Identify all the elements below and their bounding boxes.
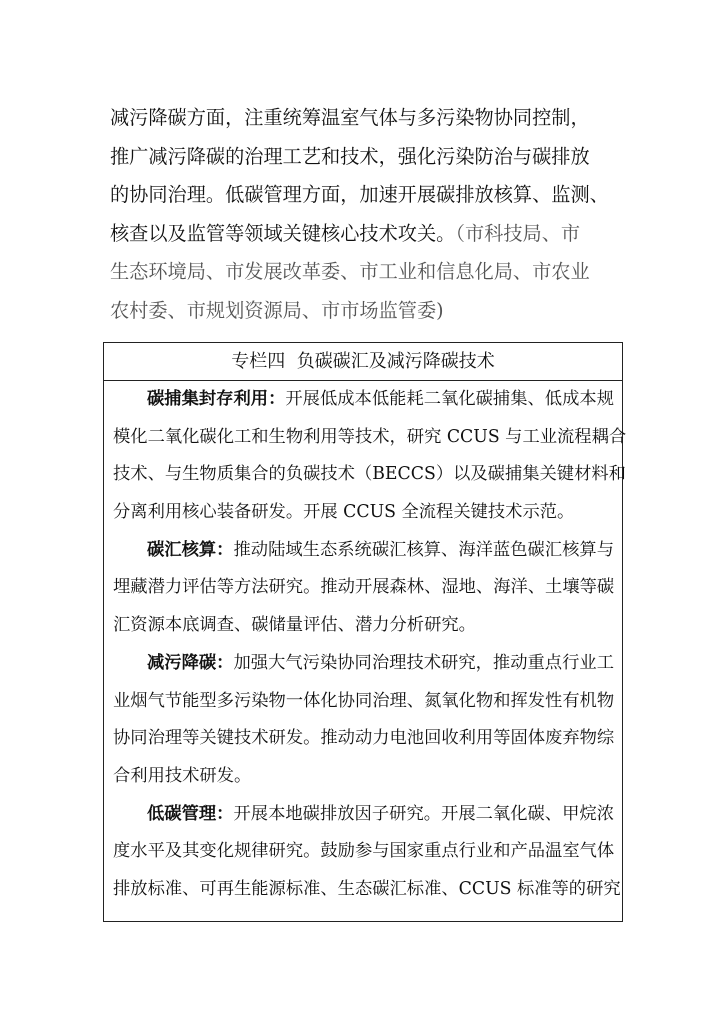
section-text: 开展低成本低能耗二氧化碳捕集、低成本规 bbox=[285, 389, 614, 409]
box-line bbox=[113, 758, 614, 796]
responsible-agencies-line: 农村委、市规划资源局、市市场监管委) bbox=[110, 298, 444, 322]
body-paragraph bbox=[110, 99, 630, 330]
section-heading: 低碳管理： bbox=[147, 803, 234, 824]
box-line bbox=[113, 871, 621, 909]
box-line bbox=[113, 607, 614, 645]
section-text: 开展本地碳排放因子研究。开展二氧化碳、甲烷浓 bbox=[233, 803, 614, 824]
section-text: 汇资源本底调查、碳储量评估、潜力分析研究。 bbox=[113, 615, 476, 636]
box-line bbox=[113, 833, 614, 871]
section-text: 合利用技术研发。 bbox=[113, 765, 252, 786]
section-text: 排放标准、可再生能源标准、生态碳汇标准、CCUS 标准等的研究 bbox=[113, 878, 621, 899]
section-text: 埋藏潜力评估等方法研究。推动开展森林、湿地、海洋、土壤等碳 bbox=[113, 577, 615, 598]
box-section bbox=[113, 796, 621, 909]
box-line bbox=[113, 494, 614, 532]
paragraph-line bbox=[110, 215, 630, 254]
section-text: 协同治理等关键技术研发。推动动力电池回收利用等固体废弃物综 bbox=[113, 728, 615, 749]
paragraph-text: 核查以及监管等领域关键核心技术攻关。 bbox=[110, 221, 456, 245]
box-line bbox=[113, 720, 614, 758]
section-text: 加强大气污染协同治理技术研究，推动重点行业工 bbox=[233, 652, 614, 673]
box-section bbox=[113, 532, 614, 645]
box-line bbox=[113, 419, 627, 457]
section-heading: 减污降碳： bbox=[147, 652, 234, 673]
section-text: 技术、与生物质集合的负碳技术（BECCS）以及碳捕集关键材料和 bbox=[113, 464, 626, 485]
section-heading: 碳捕集封存利用： bbox=[147, 389, 286, 409]
box-line bbox=[113, 645, 614, 683]
box-section bbox=[113, 645, 614, 796]
section-text: 度水平及其变化规律研究。鼓励参与国家重点行业和产品温室气体 bbox=[113, 841, 615, 862]
feature-box bbox=[103, 342, 627, 922]
box-title: 专栏四 负碳碳汇及减污降碳技术 bbox=[104, 343, 622, 381]
paragraph-line: 推广减污降碳的治理工艺和技术，强化污染防治与碳排放 bbox=[110, 144, 590, 168]
box-line bbox=[113, 683, 614, 721]
section-text: 业烟气节能型多污染物一体化协同治理、氮氧化物和挥发性有机物 bbox=[113, 690, 615, 711]
section-text: 分离利用核心装备研发。开展 CCUS 全流程关键技术示范。 bbox=[113, 502, 575, 523]
box-section bbox=[113, 381, 627, 532]
responsible-agencies-line: 生态环境局、市发展改革委、市工业和信息化局、市农业 bbox=[110, 260, 590, 283]
paragraph-line: 的协同治理。低碳管理方面，加速开展碳排放核算、监测、 bbox=[110, 183, 609, 206]
box-line bbox=[113, 569, 614, 607]
responsible-agencies: （市科技局、市 bbox=[455, 221, 581, 245]
section-text: 推动陆域生态系统碳汇核算、海洋蓝色碳汇核算与 bbox=[233, 539, 614, 560]
section-text: 模化二氧化碳化工和生物利用等技术，研究 CCUS 与工业流程耦合 bbox=[113, 426, 627, 447]
paragraph-line: 减污降碳方面，注重统筹温室气体与多污染物协同控制， bbox=[110, 106, 590, 129]
box-line bbox=[113, 456, 626, 494]
box-line bbox=[113, 532, 614, 570]
section-heading: 碳汇核算： bbox=[147, 539, 234, 560]
box-line bbox=[113, 381, 614, 419]
box-body bbox=[104, 381, 627, 909]
box-line bbox=[113, 796, 614, 834]
